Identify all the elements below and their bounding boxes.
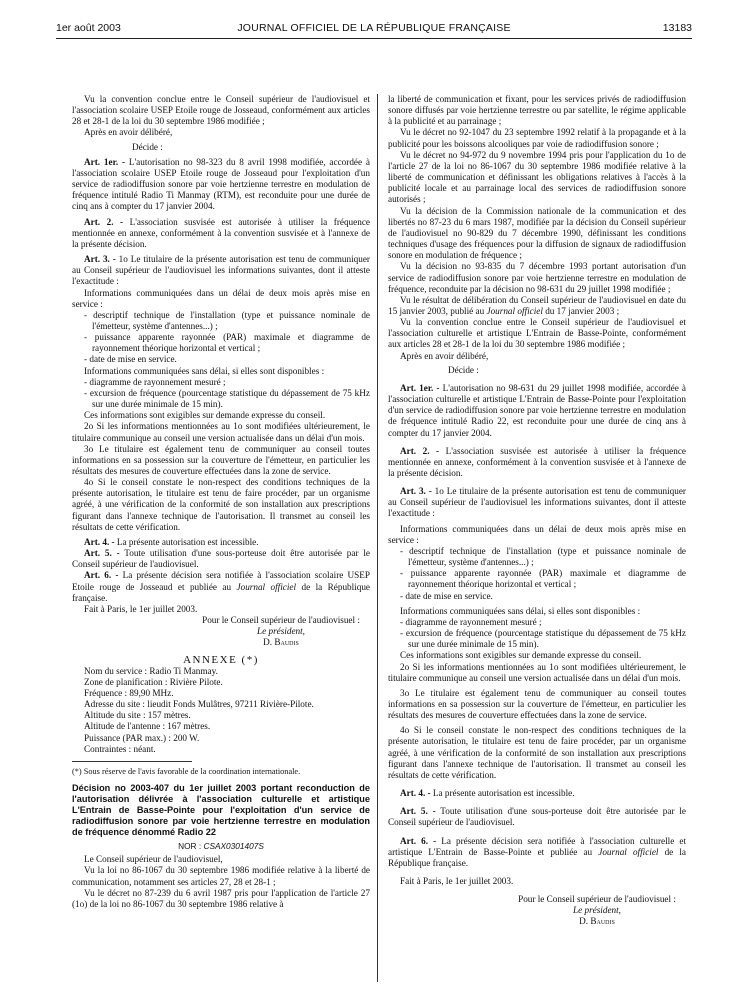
list-item: - descriptif technique de l'installation (type et puissance nominale de l'émetteur, système d'antennes...) ;	[84, 309, 370, 331]
deliberation: Après en avoir délibéré,	[400, 350, 489, 361]
right-column	[388, 94, 686, 928]
signature-for: Pour le Conseil supérieur de l'audiovisuel :	[518, 894, 676, 905]
article-6-label: Art. 6. -	[84, 570, 119, 581]
list-item: - excursion de fréquence (pourcentage statistique du dépassement de 75 kHz sur une durée minimale de 15 min).	[400, 628, 686, 650]
article-2-text: L'association susvisée est autorisée à utiliser la fréquence mentionnée en annexe, conformément à la convention susvisée et à l'annexe de la présente décision.	[388, 445, 686, 478]
annex-item: Altitude de l'antenne : 167 mètres.	[84, 721, 211, 732]
article-6	[388, 836, 686, 869]
article-1	[388, 383, 686, 439]
journal-officiel-ref: Journal officiel	[486, 305, 543, 316]
article-1-label: Art. 1er. -	[400, 382, 440, 393]
paragraph-4o: 4o Si le conseil constate le non-respect des conditions techniques de la présente autorisation, le titulaire est tenu de faire procéder, par un organisme agréé, à une vérification de la conformité de son installation aux prescriptions figurant dans l'annexe technique de l'autorisation. Il transmet au conseil les résultats de cette vérification.	[72, 477, 370, 532]
list-item: - diagramme de rayonnement mesuré ;	[84, 376, 226, 387]
signature-for: Pour le Conseil supérieur de l'audiovisuel :	[202, 615, 360, 626]
council-line: Le Conseil supérieur de l'audiovisuel,	[84, 854, 223, 865]
info-no-delay: Informations communiquées sans délai, si elles sont disponibles :	[400, 605, 641, 616]
annex-item: Adresse du site : lieudit Fonds Mulâtres, 97211 Rivière-Pilote.	[84, 699, 314, 710]
header-page-number: 13183	[662, 22, 692, 34]
article-3-text: 1o Le titulaire de la présente autorisation est tenu de communiquer au Conseil supérieur de l'audiovisuel les informations suivantes, dont il atteste l'exactitude :	[388, 486, 686, 519]
article-5-text: Toute utilisation d'une sous-porteuse doit être autorisée par le Conseil supérieur de l'audiovisuel.	[72, 548, 370, 570]
article-5-label: Art. 5. -	[400, 806, 436, 817]
article-3-label: Art. 3. -	[84, 254, 116, 265]
info-no-delay: Informations communiquées sans délai, si elles sont disponibles :	[84, 365, 325, 376]
paragraph-4o: 4o Si le conseil constate le non-respect des conditions techniques de la présente autorisation, le titulaire est tenu de faire procéder, par un organisme agréé, à une vérification de la conformité de son installation aux prescriptions figurant dans l'annexe technique de l'autorisation. Il transmet au conseil les résultats de cette vérification.	[388, 725, 686, 780]
column-separator	[377, 94, 378, 982]
article-4-text: La présente autorisation est incessible.	[430, 788, 575, 799]
article-6-label: Art. 6. -	[400, 835, 437, 846]
signature-title-text: Le président,	[573, 905, 621, 916]
article-2	[72, 217, 370, 250]
annex-item: Fréquence : 89,90 MHz.	[84, 687, 174, 698]
paragraph-3o: 3o Le titulaire est également tenu de communiquer au conseil toutes informations en sa possession sur la couverture de l'émetteur, en particulier les résultats des mesures de couverture effectuées dans la zone de service.	[72, 443, 370, 476]
decide-heading: Décide :	[448, 364, 479, 375]
paragraph-3o: 3o Le titulaire est également tenu de communiquer au conseil toutes informations en sa possession sur la couverture de l'émetteur, en particulier les résultats des mesures de couverture effectuées dans la zone de service.	[388, 687, 686, 721]
journal-officiel-ref: Journal officiel	[598, 846, 659, 857]
article-2-label: Art. 2. -	[400, 445, 440, 456]
article-5-text: Toute utilisation d'une sous-porteuse doit être autorisée par le Conseil supérieur de l'audiovisuel.	[388, 806, 686, 828]
article-4	[72, 537, 370, 548]
article-2	[388, 446, 686, 479]
visa-convention: Vu la convention conclue entre le Conseil supérieur de l'audiovisuel et l'association scolaire USEP Etoile rouge de Josseaud, conformément aux articles 28 et 28-1 de la loi du 30 septembre 1986 modifiée ;	[72, 94, 370, 127]
list-item: - diagramme de rayonnement mesuré ;	[400, 616, 542, 627]
signature-place-date: Fait à Paris, le 1er juillet 2003.	[84, 603, 198, 614]
nor-label: NOR :	[178, 841, 204, 852]
article-5-label: Art. 5. -	[84, 548, 120, 559]
annex-item: Nom du service : Radio Ti Manmay.	[84, 665, 218, 676]
article-5	[72, 548, 370, 570]
article-3	[388, 486, 686, 519]
visa-deliberation-end: du 17 janvier 2003 ;	[542, 305, 620, 316]
article-4-text: La présente autorisation est incessible.	[114, 536, 259, 547]
article-1	[72, 157, 370, 213]
list-item: - date de mise en service.	[84, 354, 177, 365]
article-6	[72, 570, 370, 603]
article-2-text: L'association susvisée est autorisée à utiliser la fréquence mentionnée en annexe, conformément à la convention susvisée et à l'annexe de la présente décision.	[72, 216, 370, 249]
info-on-demand: Ces informations sont exigibles sur demande expresse du conseil.	[400, 650, 642, 661]
page-header	[56, 22, 692, 38]
article-1-label: Art. 1er. -	[84, 156, 126, 167]
signature-title-text: Le président,	[257, 626, 305, 637]
article-4-label: Art. 4. -	[84, 536, 115, 547]
article-6-text-end: de la République française.	[72, 581, 371, 603]
decide-heading: Décide :	[132, 141, 163, 152]
annex-item: Puissance (PAR max.) : 200 W.	[84, 732, 200, 743]
visa-decret-87: Vu le décret no 87-239 du 6 avril 1987 pris pour l'application de l'article 27 (1o) de la loi no 86-1067 du 30 septembre 1986 relative à	[72, 887, 370, 909]
paragraph-2o: 2o Si les informations mentionnées au 1o sont modifiées ultérieurement, le titulaire communique au conseil une version actualisée dans un délai d'un mois.	[72, 421, 370, 443]
nor-code: CSAX0301407S	[203, 841, 264, 852]
visa-continued: la liberté de communication et fixant, pour les services privés de radiodiffusion sonore diffusés par voie hertzienne terrestre ou par satellite, le régime applicable à la publicité et au parrainage ;	[388, 94, 686, 127]
article-3	[72, 254, 370, 287]
list-item: - date de mise en service.	[400, 590, 493, 601]
visa-cncl: Vu la décision de la Commission nationale de la communication et des libertés no 87-23 du 6 mars 1987, modifiée par la décision du Conseil supérieur de l'audiovisuel no 90-829 du 7 décembre 1990, définissant les conditions techniques d'usage des fréquences pour la diffusion de signaux de radiodiffusion sonore en modulation de fréquence ;	[388, 205, 686, 261]
annex-item: Altitude du site : 157 mètres.	[84, 710, 191, 721]
nor-reference	[72, 841, 370, 852]
article-6-text: La présente décision sera notifiée à l'association scolaire USEP Etoile rouge de Josseaud et publiée au	[72, 570, 370, 592]
visa-deliberation-text: Vu le résultat de délibération du Conseil supérieur de l'audiovisuel en date du 15 janvier 2003, publié au	[388, 294, 686, 316]
annex-list	[72, 666, 370, 755]
signature-place-date: Fait à Paris, le 1er juillet 2003.	[400, 876, 514, 886]
list-item: - descriptif technique de l'installation (type et puissance nominale de l'émetteur, système d'antennes...) ;	[400, 545, 686, 568]
list-item: - excursion de fréquence (pourcentage statistique du dépassement de 75 kHz sur une durée minimale de 15 min).	[84, 387, 370, 410]
visa-deliberation-result	[388, 295, 686, 317]
article-3-text: 1o Le titulaire de la présente autorisation est tenu de communiquer au Conseil supérieur de l'audiovisuel les informations suivantes, dont il atteste l'exactitude :	[72, 254, 370, 287]
visa-loi: Vu la loi no 86-1067 du 30 septembre 1986 modifiée relative à la liberté de communication, notamment ses articles 27, 28 et 28-1 ;	[72, 865, 370, 887]
list-item: - puissance apparente rayonnée (PAR) maximale et diagramme de rayonnement théorique horizontal et vertical ;	[400, 568, 686, 590]
annex-item: Contraintes : néant.	[84, 743, 156, 754]
article-4-label: Art. 4. -	[400, 788, 431, 799]
article-4	[388, 788, 686, 799]
header-journal-title: JOURNAL OFFICIEL DE LA RÉPUBLIQUE FRANÇAISE	[237, 22, 511, 34]
signature-name: D. Baudis	[579, 916, 615, 927]
article-5	[388, 806, 686, 828]
article-2-label: Art. 2. -	[84, 216, 124, 227]
visa-convention: Vu la convention conclue entre le Conseil supérieur de l'audiovisuel et l'association culturelle et artistique L'Entrain de Basse-Pointe, conformément aux articles 28 et 28-1 de la loi du 30 septembre 1986 modifiée ;	[388, 317, 686, 350]
visa-decret-92: Vu le décret no 92-1047 du 23 septembre 1992 relatif à la propagande et à la publicité pour les boissons alcooliques par voie de radiodiffusion sonore ;	[388, 127, 686, 149]
article-1-text: L'autorisation no 98-631 du 29 juillet 1998 modifiée, accordée à l'association culturelle et artistique L'Entrain de Basse-Pointe pour l'exploitation d'un service de radiodiffusion sonore par voie hertzienne terrestre en modulation de fréquence intitulé Radio 22, est reconduite pour une durée de cinq ans à compter du 17 janvier 2004.	[388, 382, 686, 438]
footnote: (*) Sous réserve de l'avis favorable de la coordination internationale.	[72, 766, 301, 776]
footnote-divider	[72, 761, 192, 762]
header-date: 1er août 2003	[56, 22, 121, 34]
deliberation: Après en avoir délibéré,	[84, 127, 173, 138]
visa-decision-93: Vu la décision no 93-835 du 7 décembre 1993 portant autorisation d'un service de radiodiffusion sonore par voie hertzienne terrestre en modulation de fréquence, reconduite par la décision no 98-631 du 29 juillet 1998 modifiée ;	[388, 261, 686, 294]
article-3-label: Art. 3. -	[400, 486, 432, 497]
annex-title: ANNEXE (*)	[183, 653, 259, 666]
list-item: - puissance apparente rayonnée (PAR) maximale et diagramme de rayonnement théorique horizontal et vertical ;	[84, 332, 370, 354]
article-6-text: La présente décision sera notifiée à l'association culturelle et artistique L'Entrain de Basse-Pointe et publiée au	[388, 835, 686, 857]
decision-title: Décision no 2003-407 du 1er juillet 2003 portant reconduction de l'autorisation délivrée à l'association culturelle et artistique L'Entrain de Basse-Pointe pour l'exploitation d'un service de radiodiffusion sonore par voie hertzienne terrestre en modulation de fréquence dénommé Radio 22	[72, 783, 370, 838]
journal-officiel-ref: Journal officiel	[236, 581, 297, 592]
left-column	[72, 94, 370, 910]
article-1-text: L'autorisation no 98-323 du 8 avril 1998 modifiée, accordée à l'association scolaire USEP Etoile rouge de Josseaud pour l'exploitation d'un service de radiodiffusion sonore par voie hertzienne terrestre en modulation de fréquence intitulé Radio Ti Manmay (RTM), est reconduite pour une durée de cinq ans à compter du 17 janvier 2004.	[72, 156, 370, 212]
signature-name: D. Baudis	[263, 637, 299, 648]
info-two-months: Informations communiquées dans un délai de deux mois après mise en service :	[72, 287, 370, 309]
paragraph-2o: 2o Si les informations mentionnées au 1o sont modifiées ultérieurement, le titulaire communique au conseil une version actualisée dans un délai d'un mois.	[388, 661, 686, 683]
info-on-demand: Ces informations sont exigibles sur demande expresse du conseil.	[84, 410, 326, 421]
visa-decret-94: Vu le décret no 94-972 du 9 novembre 1994 pris pour l'application du 1o de l'article 27 de la loi no 86-1067 du 30 septembre 1986 modifiée relative à la liberté de communication et définissant les obligations relatives à l'accès à la publicité locale et au parrainage local des services de radiodiffusion sonore autorisés ;	[388, 149, 686, 205]
article-6-text-end: de la République française.	[388, 846, 686, 868]
signature-title	[192, 626, 370, 637]
header-rule	[56, 38, 692, 39]
annex-item: Zone de planification : Rivière Pilote.	[84, 676, 223, 687]
signature-title	[508, 905, 686, 916]
info-two-months: Informations communiquées dans un délai de deux mois après mise en service :	[388, 523, 686, 545]
